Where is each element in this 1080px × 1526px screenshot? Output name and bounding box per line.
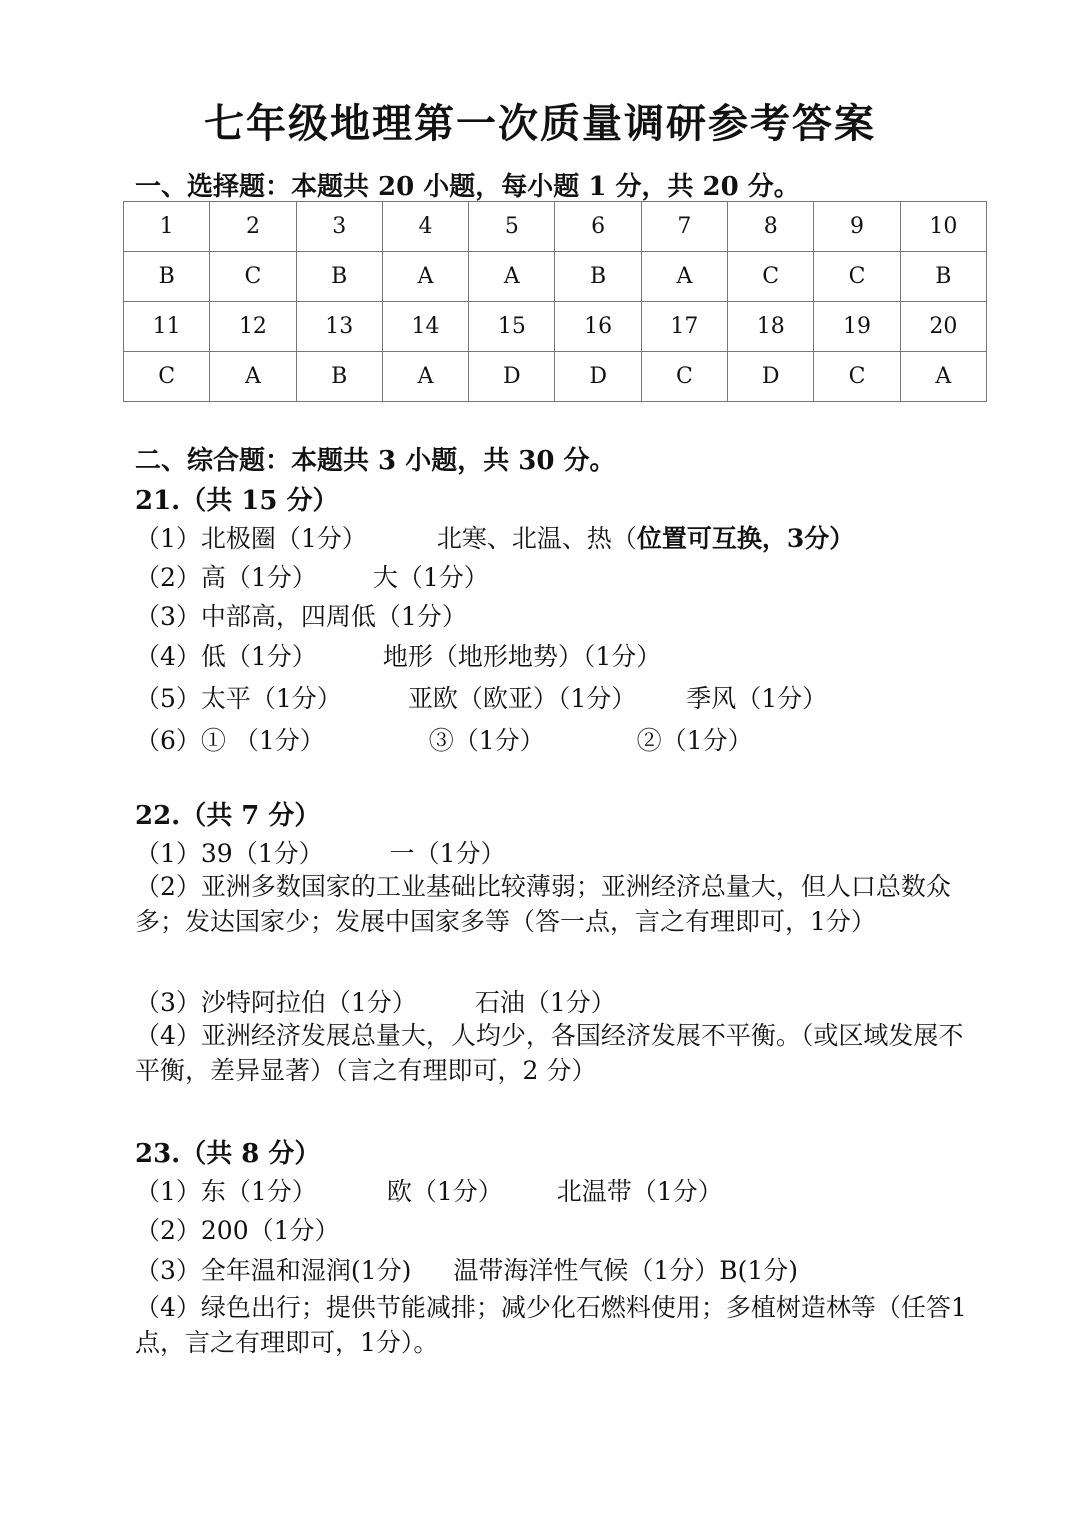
question-number-cell: 14 bbox=[382, 302, 468, 352]
answer-cell: D bbox=[555, 352, 641, 402]
question-number-cell: 7 bbox=[641, 202, 727, 252]
question-number-cell: 4 bbox=[382, 202, 468, 252]
q22-1-b: 一（1分） bbox=[389, 839, 506, 868]
question-number-cell: 13 bbox=[296, 302, 382, 352]
question-number-row bbox=[124, 302, 987, 352]
q21-5-a: （5）太平（1分） bbox=[135, 684, 342, 713]
q23-3-a: （3）全年温和湿润(1分) bbox=[135, 1256, 412, 1285]
question-number-cell: 11 bbox=[124, 302, 210, 352]
q22-3-a: （3）沙特阿拉伯（1分） bbox=[135, 988, 417, 1017]
q23-3-b: 温带海洋性气候（1分）B(1分) bbox=[453, 1256, 799, 1285]
answer-cell: A bbox=[900, 352, 986, 402]
question-number-cell: 15 bbox=[469, 302, 555, 352]
answer-cell: B bbox=[296, 352, 382, 402]
answer-cell: C bbox=[814, 252, 900, 302]
question-number-cell: 17 bbox=[641, 302, 727, 352]
question-number-cell: 1 bbox=[124, 202, 210, 252]
answer-cell: A bbox=[469, 252, 555, 302]
q21-6-c: ②（1分） bbox=[636, 726, 753, 755]
question-number-cell: 6 bbox=[555, 202, 641, 252]
answer-cell: A bbox=[382, 252, 468, 302]
q23-title: 23.（共 8 分） bbox=[135, 1139, 321, 1169]
question-number-cell: 16 bbox=[555, 302, 641, 352]
question-number-cell: 18 bbox=[728, 302, 814, 352]
section2-heading: 二、综合题：本题共 3 小题，共 30 分。 bbox=[135, 446, 616, 476]
q21-line-1 bbox=[135, 519, 854, 555]
question-number-cell: 10 bbox=[900, 202, 986, 252]
answer-cell: B bbox=[900, 252, 986, 302]
answer-cell: D bbox=[469, 352, 555, 402]
answer-cell: C bbox=[210, 252, 296, 302]
q23-1-a: （1）东（1分） bbox=[135, 1177, 317, 1206]
q23-1-c: 北温带（1分） bbox=[556, 1177, 723, 1206]
q21-line-3: （3）中部高，四周低（1分） bbox=[135, 602, 467, 631]
q22-line-1 bbox=[135, 834, 506, 870]
answer-cell: C bbox=[641, 352, 727, 402]
answer-cell: C bbox=[814, 352, 900, 402]
q21-6-a: （6）① （1分） bbox=[135, 726, 325, 755]
question-number-cell: 8 bbox=[728, 202, 814, 252]
q23-line-4: （4）绿色出行；提供节能减排；减少化石燃料使用；多植树造林等（任答1点，言之有理即可，1分）。 bbox=[135, 1293, 967, 1357]
question-number-cell: 20 bbox=[900, 302, 986, 352]
question-number-row bbox=[124, 202, 987, 252]
q21-line-6 bbox=[135, 721, 753, 757]
answer-row bbox=[124, 252, 987, 302]
question-number-cell: 5 bbox=[469, 202, 555, 252]
q21-line-5 bbox=[135, 679, 827, 715]
question-number-cell: 12 bbox=[210, 302, 296, 352]
q21-2-a: （2）高（1分） bbox=[135, 563, 317, 592]
q21-5-c: 季风（1分） bbox=[686, 684, 828, 713]
q21-1-a: （1）北极圈（1分） bbox=[135, 524, 367, 553]
q22-line-3 bbox=[135, 983, 616, 1019]
q21-4-a: （4）低（1分） bbox=[135, 642, 317, 671]
answer-cell: C bbox=[728, 252, 814, 302]
section1-heading: 一、选择题：本题共 20 小题，每小题 1 分，共 20 分。 bbox=[135, 172, 800, 202]
question-number-cell: 9 bbox=[814, 202, 900, 252]
answer-cell: B bbox=[296, 252, 382, 302]
q22-3-b: 石油（1分） bbox=[474, 988, 616, 1017]
q22-1-a: （1）39（1分） bbox=[135, 839, 324, 868]
answer-cell: A bbox=[382, 352, 468, 402]
q22-title: 22.（共 7 分） bbox=[135, 801, 321, 831]
q21-line-2 bbox=[135, 558, 489, 594]
page-title: 七年级地理第一次质量调研参考答案 bbox=[204, 100, 876, 147]
question-number-cell: 19 bbox=[814, 302, 900, 352]
question-number-cell: 3 bbox=[296, 202, 382, 252]
q23-line-3 bbox=[135, 1251, 798, 1287]
answer-cell: A bbox=[641, 252, 727, 302]
answer-cell: B bbox=[124, 252, 210, 302]
answer-cell: A bbox=[210, 352, 296, 402]
q21-4-b: 地形（地形地势）（1分） bbox=[382, 642, 662, 671]
q21-1-b: 北寒、北温、热（ bbox=[436, 524, 637, 553]
q21-line-4 bbox=[135, 637, 661, 673]
q21-title: 21.（共 15 分） bbox=[135, 486, 339, 516]
q22-line-2: （2）亚洲多数国家的工业基础比较薄弱；亚洲经济总量大，但人口总数众多；发达国家少；发展中国家多等（答一点，言之有理即可，1分） bbox=[135, 872, 951, 936]
answer-table bbox=[123, 201, 987, 402]
q23-line-1 bbox=[135, 1172, 723, 1208]
q21-2-b: 大（1分） bbox=[372, 563, 489, 592]
q23-line-2: （2）200（1分） bbox=[135, 1216, 340, 1245]
answer-cell: D bbox=[728, 352, 814, 402]
q22-line-4: （4）亚洲经济发展总量大，人均少，各国经济发展不平衡。（或区域发展不平衡，差异显著）（言之有理即可，2 分） bbox=[135, 1021, 964, 1085]
q21-6-b: ③（1分） bbox=[428, 726, 545, 755]
question-number-cell: 2 bbox=[210, 202, 296, 252]
q21-1-c: 位置可互换，3分） bbox=[636, 524, 855, 553]
answer-cell: C bbox=[124, 352, 210, 402]
answer-row bbox=[124, 352, 987, 402]
answer-cell: B bbox=[555, 252, 641, 302]
q23-1-b: 欧（1分） bbox=[386, 1177, 503, 1206]
q21-5-b: 亚欧（欧亚）（1分） bbox=[407, 684, 637, 713]
